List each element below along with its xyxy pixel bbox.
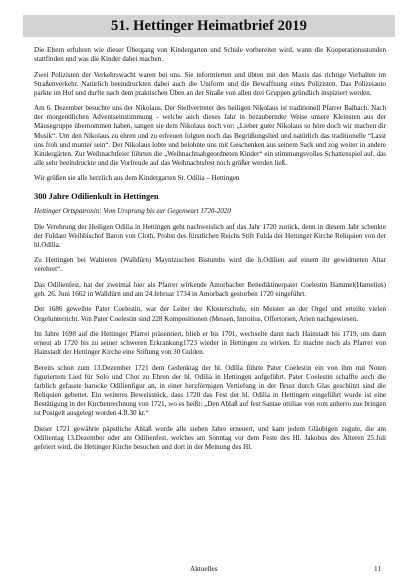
intro-paragraph: Die Eltern erfuhren wie dieser Übergang von Kindergarten und Schule vorbereitet wird, wann die Kooperationsstunden stattfinden und was die Kinder dabei machen. (34, 46, 386, 64)
article-paragraph: Das Odilienfest, hat der zweimal hier als Pfarrer wirkende Amorbacher Benediktinerpater Coelestin Hammel(Hamelius) geb. 26. Juni 1662 in Walldürn und am 24.februar 1734 in Amorbach gestorben 1720 eingeführt. (34, 280, 386, 298)
intro-paragraph: Am 6. Dezember besuchte uns der Nikolaus. Der Stellvertreter des heiligen Nikolaus ist traditionell Pfarrer Balbach. Nach der morgendlichen Adventseinstimmung - welche auch dieses Jahr in bezaubernder Weise unsere Kleinsten aus der Mäusegruppe übernommen haben, sangen sie dem Nikolaus noch vor: „Lieber guter Nikolaus so höre doch wir machen dir Musik“. Um den Nikolaus zu ehren und zu erfreuen folgten noch das Begrüßungslied und natürlich das traditionelle “Lasst uns froh und munter sein“. Der Nikolaus lobte und belohnte uns mit Geschenken aus seinem Sack und zog weiter in andere Kindergärten. Zur Weihnachtfeier führten die „Weihnachtsabgeordneten Kinder“ ein stimmungsvolles Schattenspiel auf, das alle sehr beeindruckte und die Vorfreude auf das Weihnachtsfest noch größer werden ließ. (34, 104, 386, 167)
article-paragraph: Im Jahre 1698 auf die Hettinger Pfarrei präsentiert, blieb er bis 1701, wechselte dann nach Hainstadt bis 1719, um dann erneut ab 1720 bis zu seiner schweren Erkrankung1723 wieder in Hettingen zu wirken. Er machte noch als Pfarrer von Hainstadt der Hettinger Kirche eine Stiftung von 30 Gulden. (34, 329, 386, 357)
article-subtitle: Hettinger Ortspatronin: Vom Ursprung bis zur Gegenwart 1720-2020 (34, 207, 231, 216)
article-paragraph: Dieser 1721 gewährte päpstliche Ablaß wurde alle sieben Jahre erneuert, und kam jedem Gläubigen zugute, die am Odilientag 13.Dezember oder am Odilienfest, welches am Sonntag vor dem Feste des Hl. Jakobus des Älteren 25.Juli gefeiert wird, die Hettinger Kirche besuchen und dort in der Meinung des Hl. (34, 424, 386, 451)
page-footer (0, 565, 418, 577)
intro-paragraph: Zwei Polizisten der Verkehrswacht waren bei uns. Sie informierten und übten mit den Maxis das richtige Verhalten im Straßenverkehr. Natürlich beeindruckten dabei auch die Uniform und die Bewaffnung eines Polizisten. Das Polizeiauto parkte im Hof und durfte nach dem praktischen Üben an der Straße von allen drei Gruppen gründlich inspiziert werden. (34, 70, 386, 97)
document-body (34, 46, 386, 458)
article-paragraph: Die Verehrung der Heiligen Odilia in Hettingen geht nachweislich auf das Jahr 1720 zurück, denn in diesem Jahr schenkte der Fuldaer Weihbischof Baron von Cloth, Probst des fürstlichen Reichs Stift Fulda der Hettinger Kirche Reliquien von der hl.Odilia. (34, 222, 386, 249)
article-paragraph: Zu Hettingen bei Waltieren (Walldürn) Mayntzischen Bistumbs wird die h.Odilien auf einem ihr gewidmeten Altar verehret“. (34, 256, 386, 274)
page-title: 51. Hettinger Heimatbrief 2019 (110, 17, 308, 34)
article-paragraph: Der 1686 geweihte Pater Coelestin, war der Leiter der Klosterschule, ein Meister an der Orgel und erteilte vielen Orgelunterricht. Von Pater Coelestin sind 228 Kompositionen (Messen, Introitus, Offertorien, Arien nachgewiesen. (34, 305, 386, 323)
title-banner (23, 15, 395, 37)
page-number: 11 (374, 565, 381, 573)
article-paragraph: Bereits schon zum 13.Dezember 1721 dem Gedenktag der hl. Odilia führte Pater Coelestin ein von ihm mit Noten figuriertem Lied für Solo und Chor zu Ehren der hl. Odilia in Hettingen aufgeführt. Pater Coelestin schaffte auch die farblich gefasste barocke Odilienfigur an, in einer herzförmigen Vertiefung in der Brust durch Glas geschützt sind die Reliquien gebettet. Ein weiteres Beweisstück, dass 1720 das Fest der hl. Odilia in Hettingen eingeführt wurde ist eine Bestätigung in der Kirchenrechnung von 1721, wo es heißt: „Den Ablaß auf fest Santae ottiliae von rom anherro zue bringen ist Postgelt ausgelegt worden 4.fl.30 kr.“ (34, 363, 386, 418)
footer-section-label: Aktuelles (190, 565, 218, 573)
intro-paragraph: Wir grüßen sie alle herzlich aus dem Kindergarten St. Odilia – Hettingen (34, 174, 240, 183)
article-heading: 300 Jahre Odilienkult in Hettingen (34, 192, 159, 202)
